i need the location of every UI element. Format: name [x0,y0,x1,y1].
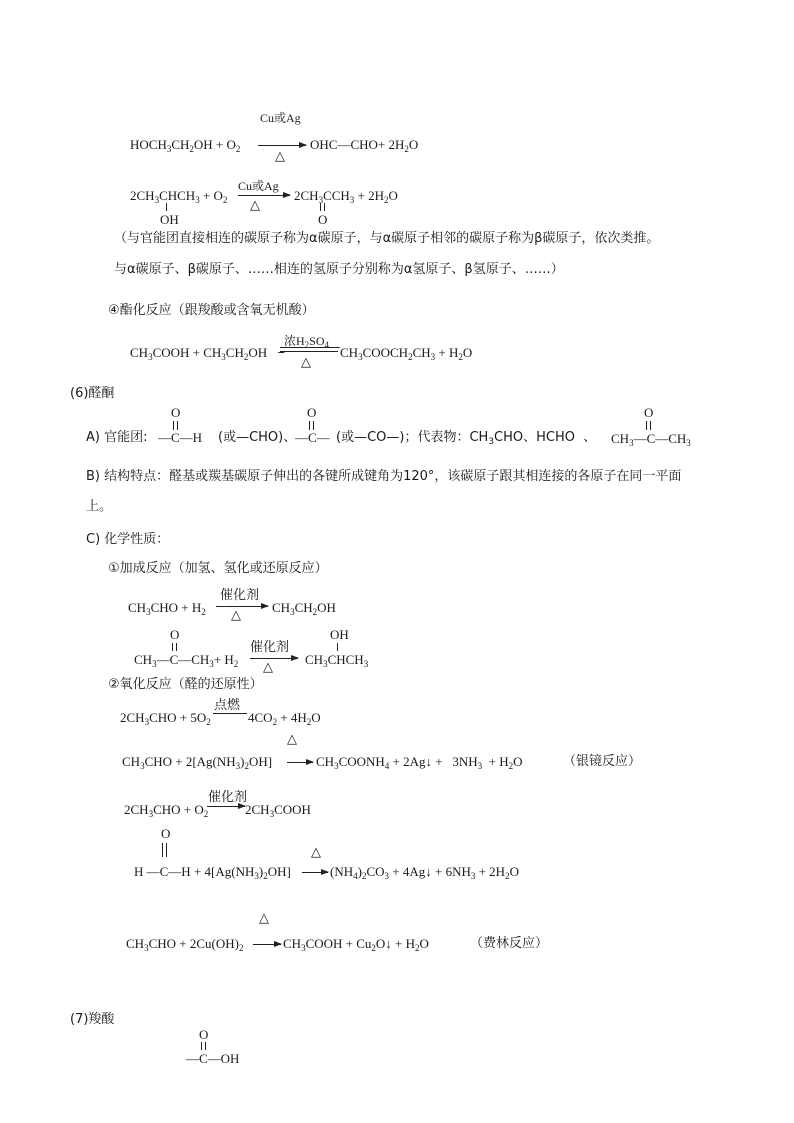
products: $CH_3CHCH_3$ [305,652,369,669]
catalyst-label: 催化剂 [250,640,290,655]
label: A) 官能团: [86,430,148,445]
aldehyde-group: —C—H [158,430,203,445]
reaction-arrow [302,872,328,873]
products: OHC—CHO+ $2H_2O$ [310,137,419,154]
equilibrium-arrow-forward [280,347,338,348]
catalyst-label: 催化剂 [208,790,248,805]
reaction-arrow [238,195,290,196]
reaction-arrow [250,658,298,659]
products: $4CO_2 + 4H_2O$ [248,710,321,727]
condition-line [213,713,247,714]
bond [166,203,167,211]
section-heading: (6)醛酮 [70,386,115,401]
double-bond [173,421,178,430]
reaction-arrow [258,145,306,146]
section-heading: (7)羧酸 [70,1012,115,1027]
products: $CH_3COOH$ + $Cu_2O↓ + H_2O$ [283,936,429,953]
reactants: $CH_3CHO + 2Cu(OH)_2$ [126,936,244,953]
bond [337,643,338,651]
reactants: $2CH_3CHO + O_2$ [124,802,209,819]
reactants: $2CH_3CHCH_3 + O_2$ [130,188,228,205]
double-bond [309,421,314,430]
products: $CH_3CH_2OH$ [272,600,336,617]
reactants: $CH_3COOH + CH_3CH_2OH$ [130,345,268,362]
acetone-formula: $CH_3—C—CH_3$ [611,431,691,448]
substituent: O [318,212,328,227]
reactants: $CH_3CHO + H_2$ [128,600,206,617]
atom-o: O [644,405,654,420]
heat-symbol: △ [250,197,260,212]
double-bond [646,421,651,430]
subheading: C) 化学性质： [86,532,170,547]
note-line: （与官能团直接相连的碳原子称为α碳原子，与α碳原子相邻的碳原子称为β碳原子，依次类推。 [114,231,660,246]
atom-o: O [161,826,171,841]
catalyst-label: Cu或Ag [260,111,301,125]
atom-h: H [192,430,203,445]
substituent: OH [330,627,349,642]
reaction-arrow [287,762,313,763]
heat-symbol: △ [301,354,311,369]
paragraph: 上。 [86,499,113,514]
products: $CH_3COONH_4$ + 2Ag↓ + $3NH_3 + H_2O$ [316,754,523,771]
double-bond [201,1042,206,1050]
double-bond [162,843,167,857]
atom-o: O [171,405,181,420]
catalyst-label: Cu或Ag [238,179,279,193]
products: $2CH_3CCH_3 + 2H_2O$ [294,188,398,205]
paragraph: B) 结构特点：醛基或羰基碳原子伸出的各键所成键角为120°，该碳原子跟其相连接的各原子在同一平面 [86,469,682,484]
products: $CH_3COOCH_2CH_3 + H_2O$ [340,345,473,362]
reactants: $CH_3CHO + 2[Ag(NH_3)_2OH]$ [122,754,273,771]
equilibrium-arrow-back [280,351,338,352]
heat-symbol: △ [263,659,273,674]
text: (或—CHO)、 [218,430,297,445]
heat-symbol: △ [311,844,321,859]
atom-o: O [199,1027,209,1042]
heat-symbol: △ [287,731,297,746]
text: (或—CO—)；代表物：$CH_3CHO$、HCHO 、 [336,430,597,447]
atom-o: O [170,627,180,642]
reaction-name: （银镜反应） [563,754,642,769]
heat-symbol: △ [259,910,269,925]
subheading: ④酯化反应（跟羧酸或含氧无机酸） [108,303,315,318]
subheading: ①加成反应（加氢、氢化或还原反应） [108,561,328,576]
note-line: 与α碳原子、β碳原子、……相连的氢原子分别称为α氢原子、β氢原子、……） [114,262,564,277]
heat-symbol: △ [275,148,285,163]
reaction-arrow [216,606,268,607]
reaction-arrow [207,806,245,807]
reactants: H —C—H + $4[Ag(NH_3)_2OH]$ [134,864,291,881]
double-bond [172,643,177,651]
heat-symbol: △ [231,607,241,622]
carbonyl-group: —C— [295,430,330,445]
carboxyl-group: —C—OH [186,1051,240,1066]
reactants: $CH_3—C—CH_3+ H_2$ [134,652,239,669]
substituent: OH [160,212,179,227]
products: $2CH_3COOH$ [245,802,311,819]
reaction-arrow [253,944,281,945]
reactants: $2CH_3CHO + 5O_2$ [120,710,211,727]
reaction-name: （费林反应） [470,936,549,951]
subheading: ②氧化反应（醛的还原性） [108,677,263,692]
atom-o: O [307,405,317,420]
catalyst-label: 浓$H_2SO_4$ [284,334,330,350]
reactants: $HOCH_3CH_2OH + O_2$ [130,137,241,154]
catalyst-label: 点燃 [214,698,241,713]
catalyst-label: 催化剂 [220,588,260,603]
products: $(NH_4)_2CO_3$ + 4Ag↓ + $6NH_3 + 2H_2O$ [330,864,519,881]
double-bond [320,203,325,211]
